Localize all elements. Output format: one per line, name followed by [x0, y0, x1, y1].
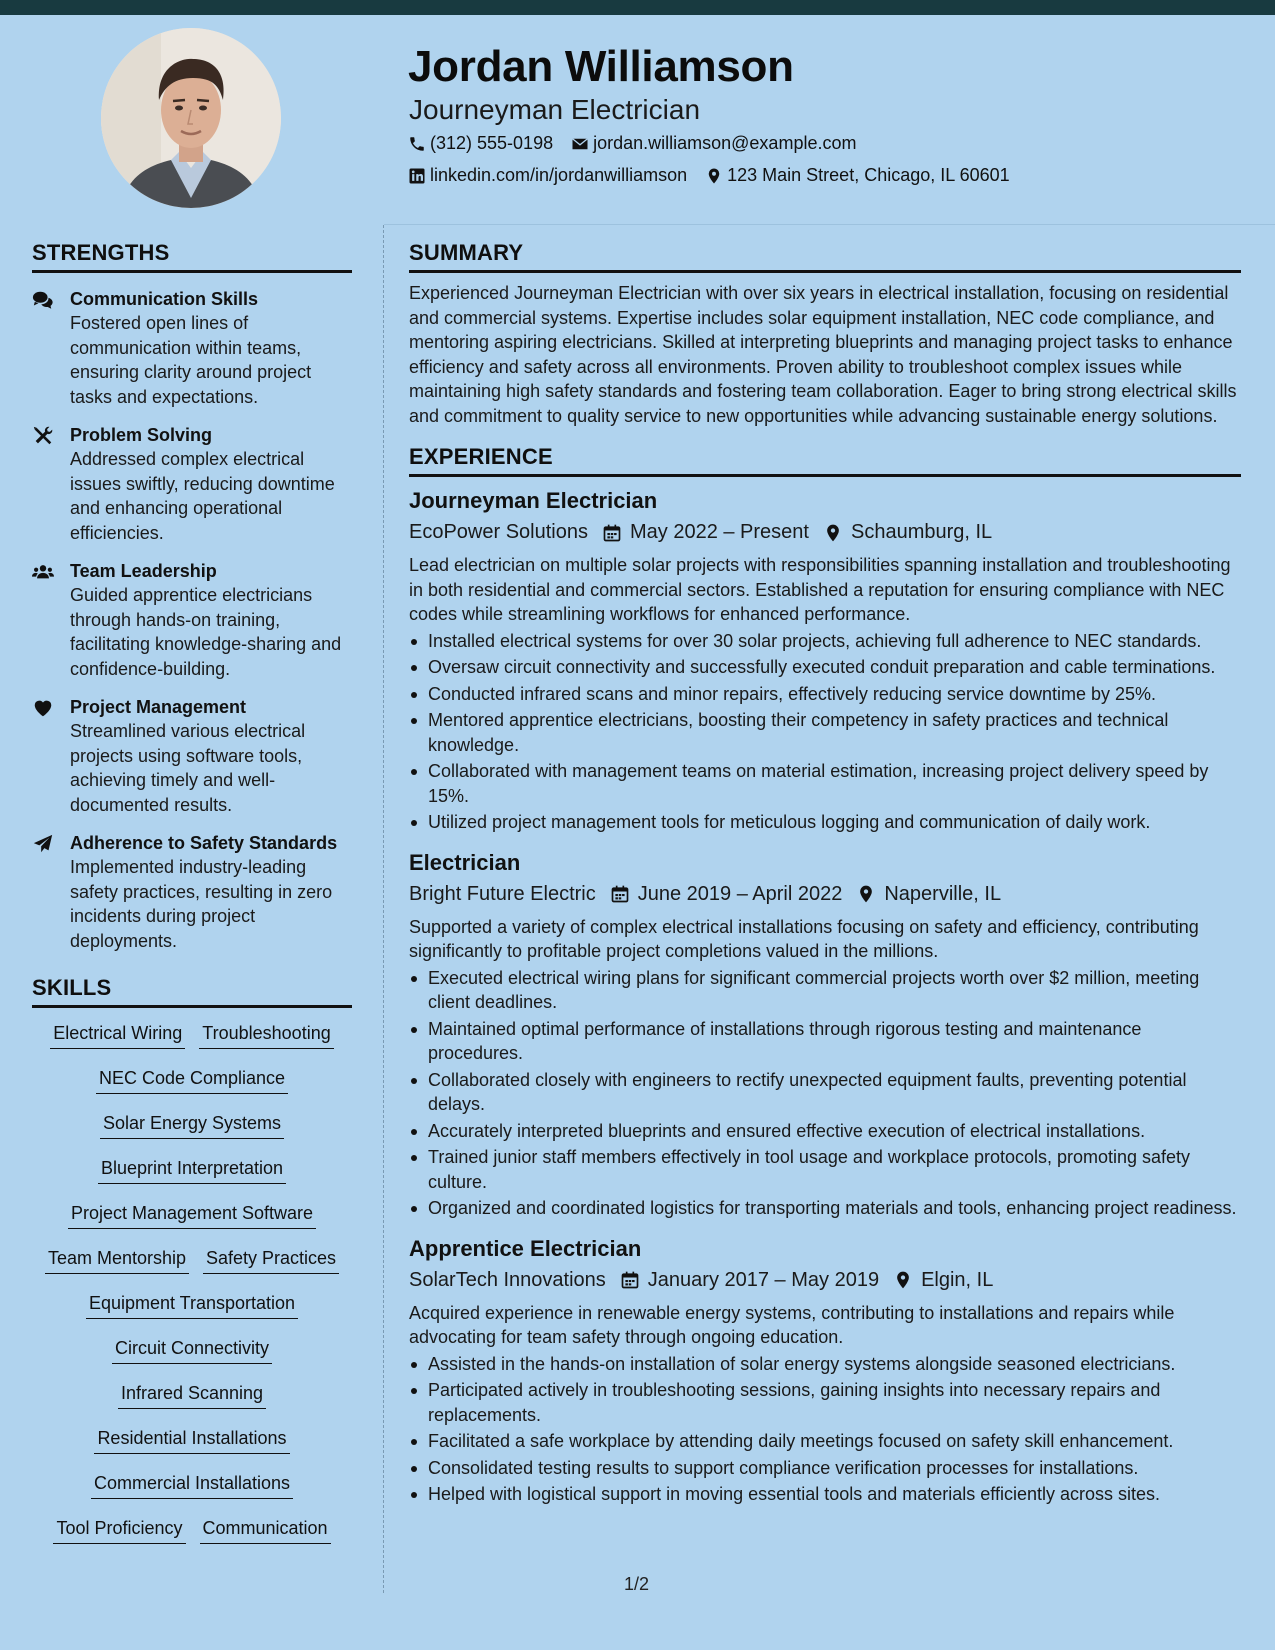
strength-desc: Guided apprentice electricians through hands-on training, facilitating knowledge-sharing and confidence-building. — [70, 585, 342, 679]
job-bullet: Installed electrical systems for over 30 solar projects, achieving full adherence to NEC standards. — [409, 629, 1241, 654]
job-company: EcoPower Solutions — [409, 521, 588, 543]
job-title: Electrician — [409, 849, 521, 875]
strength-item — [32, 423, 352, 545]
strength-desc: Implemented industry-leading safety practices, resulting in zero incidents during project deployments. — [70, 857, 333, 951]
strength-desc: Streamlined various electrical projects using software tools, achieving timely and well-documented results. — [70, 721, 306, 815]
users-icon — [32, 561, 54, 583]
job-bullet: Accurately interpreted blueprints and ensured effective execution of electrical installations. — [409, 1119, 1241, 1144]
job-bullet: Oversaw circuit connectivity and successfully executed conduit preparation and cable terminations. — [409, 655, 1241, 680]
linkedin-text: linkedin.com/in/jordanwilliamson — [430, 165, 688, 185]
job-bullet: Utilized project management tools for meticulous logging and communication of daily work. — [409, 810, 1241, 835]
header-divider — [384, 224, 1275, 225]
strength-title: Project Management — [70, 697, 247, 717]
contact-row-secondary — [408, 165, 1028, 186]
job-bullet: Collaborated closely with engineers to rectify unexpected equipment faults, preventing potential delays. — [409, 1068, 1241, 1117]
job-bullet: Trained junior staff members effectively in tool usage and workplace protocols, promoting safety culture. — [409, 1145, 1241, 1194]
candidate-role: Journeyman Electrician — [409, 94, 701, 125]
job-dates: January 2017 – May 2019 — [647, 1268, 880, 1291]
job-location: Schaumburg, IL — [850, 521, 993, 543]
job-bullets — [409, 966, 1241, 1221]
comments-icon — [32, 289, 54, 311]
job-meta — [409, 1269, 1241, 1292]
job-title: Apprentice Electrician — [409, 1235, 642, 1261]
job-bullet: Participated actively in troubleshooting sessions, gaining insights into necessary repairs and replacements. — [409, 1378, 1241, 1427]
strength-title: Problem Solving — [70, 425, 213, 445]
candidate-name: Jordan Williamson — [408, 42, 794, 91]
heart-icon — [32, 697, 54, 719]
experience-heading: EXPERIENCE — [409, 444, 1241, 477]
skill-tag: Safety Practices — [203, 1247, 339, 1274]
skill-tag: Blueprint Interpretation — [98, 1157, 286, 1184]
phone-text: (312) 555-0198 — [430, 133, 554, 153]
job-company: SolarTech Innovations — [409, 1268, 606, 1291]
job-description: Acquired experience in renewable energy systems, contributing to installations and repairs while advocating for team safety through ongoing education. — [409, 1302, 1175, 1347]
left-column — [32, 240, 352, 1562]
contact-linkedin[interactable] — [408, 165, 687, 186]
job-bullets — [409, 1352, 1241, 1507]
right-column — [409, 240, 1241, 1507]
contact-email[interactable] — [571, 133, 856, 154]
strength-title: Adherence to Safety Standards — [70, 833, 338, 853]
job-entry — [409, 1235, 1241, 1507]
map-pin-icon — [823, 523, 843, 543]
job-bullets — [409, 629, 1241, 835]
linkedin-icon — [408, 167, 426, 185]
strength-item — [32, 559, 352, 681]
job-title: Journeyman Electrician — [409, 488, 658, 513]
job-meta — [409, 883, 1241, 906]
job-bullet: Conducted infrared scans and minor repairs, effectively reducing service downtime by 25%. — [409, 682, 1241, 707]
calendar-icon — [610, 884, 630, 904]
job-bullet: Facilitated a safe workplace by attending daily meetings focused on safety skill enhancement. — [409, 1429, 1241, 1454]
address-text: 123 Main Street, Chicago, IL 60601 — [727, 165, 1010, 185]
job-dates: May 2022 – Present — [629, 521, 809, 543]
job-bullet: Assisted in the hands-on installation of solar energy systems alongside seasoned electricians. — [409, 1352, 1241, 1377]
strength-desc: Fostered open lines of communication within teams, ensuring clarity around project tasks and expectations. — [70, 313, 312, 407]
skill-tag: NEC Code Compliance — [96, 1067, 288, 1094]
job-bullet: Collaborated with management teams on material estimation, increasing project delivery speed by 15%. — [409, 759, 1241, 808]
paper-plane-icon — [32, 833, 54, 855]
map-pin-icon — [705, 167, 723, 185]
job-company: Bright Future Electric — [409, 882, 596, 905]
summary-heading: SUMMARY — [409, 240, 1241, 273]
job-meta — [409, 521, 1241, 544]
skill-tag: Communication — [200, 1517, 331, 1544]
envelope-icon — [571, 135, 589, 153]
email-text: jordan.williamson@example.com — [593, 133, 857, 153]
job-location: Elgin, IL — [921, 1268, 994, 1291]
skill-tag: Commercial Installations — [91, 1472, 293, 1499]
top-bar — [0, 0, 1275, 15]
skill-tag: Solar Energy Systems — [100, 1112, 284, 1139]
skill-tag: Troubleshooting — [199, 1022, 333, 1049]
job-description: Lead electrician on multiple solar projects with responsibilities spanning installation and troubleshooting in both residential and commercial sectors. Established a reputation for ensuring compliance with NEC codes while streamlining workflows for enhanced performance. — [409, 555, 1231, 624]
job-bullet: Maintained optimal performance of installations through rigorous testing and maintenance procedures. — [409, 1017, 1241, 1066]
job-bullet: Helped with logistical support in moving essential tools and materials efficiently across sites. — [409, 1482, 1241, 1507]
job-entry — [409, 487, 1241, 835]
strength-title: Communication Skills — [70, 289, 259, 309]
strength-item — [32, 287, 352, 409]
profile-photo — [101, 28, 281, 208]
contact-address — [705, 165, 1010, 186]
tools-icon — [32, 425, 54, 447]
skill-tag: Residential Installations — [94, 1427, 289, 1454]
job-dates: June 2019 – April 2022 — [637, 882, 843, 905]
job-location: Naperville, IL — [884, 882, 1002, 905]
calendar-icon — [602, 523, 622, 543]
job-bullet: Mentored apprentice electricians, boosting their competency in safety practices and technical knowledge. — [409, 708, 1241, 757]
skill-tag: Circuit Connectivity — [112, 1337, 272, 1364]
map-pin-icon — [893, 1270, 913, 1290]
skills-list — [32, 1022, 352, 1562]
contact-phone[interactable] — [408, 133, 553, 154]
skill-tag: Equipment Transportation — [86, 1292, 298, 1319]
strength-title: Team Leadership — [70, 561, 217, 581]
skill-tag: Infrared Scanning — [118, 1382, 266, 1409]
skill-tag: Team Mentorship — [45, 1247, 189, 1274]
strength-item — [32, 831, 352, 953]
skills-heading: SKILLS — [32, 975, 352, 1008]
calendar-icon — [620, 1270, 640, 1290]
strengths-heading: STRENGTHS — [32, 240, 352, 273]
job-bullet: Executed electrical wiring plans for significant commercial projects worth over $2 million, meeting client deadlines. — [409, 966, 1241, 1015]
skill-tag: Project Management Software — [68, 1202, 316, 1229]
job-bullet: Consolidated testing results to support compliance verification processes for installations. — [409, 1456, 1241, 1481]
job-bullet: Organized and coordinated logistics for transporting materials and tools, enhancing project readiness. — [409, 1196, 1241, 1221]
phone-icon — [408, 135, 426, 153]
skill-tag: Tool Proficiency — [53, 1517, 185, 1544]
map-pin-icon — [856, 884, 876, 904]
strength-desc: Addressed complex electrical issues swiftly, reducing downtime and enhancing operational efficiencies. — [70, 449, 335, 543]
page-number: 1/2 — [624, 1574, 650, 1594]
contact-row-primary — [408, 133, 874, 154]
column-divider — [383, 225, 384, 1593]
strength-item — [32, 695, 352, 817]
skill-tag: Electrical Wiring — [50, 1022, 185, 1049]
summary-text: Experienced Journeyman Electrician with over six years in electrical installation, focusing on residential and commercial systems. Expertise includes solar equipment installation, NEC code compliance, and mentoring aspiring electricians. Skilled at interpreting blueprints and managing project tasks to enhance efficiency and safety across all environments. Proven ability to troubleshoot complex issues while maintaining high safety standards and fostering team collaboration. Eager to bring strong electrical skills and commitment to quality service to new opportunities while advancing sustainable energy solutions. — [409, 283, 1237, 426]
job-entry — [409, 849, 1241, 1221]
job-description: Supported a variety of complex electrical installations focusing on safety and efficiency, contributing significantly to profitable project completions valued in the millions. — [409, 916, 1199, 961]
